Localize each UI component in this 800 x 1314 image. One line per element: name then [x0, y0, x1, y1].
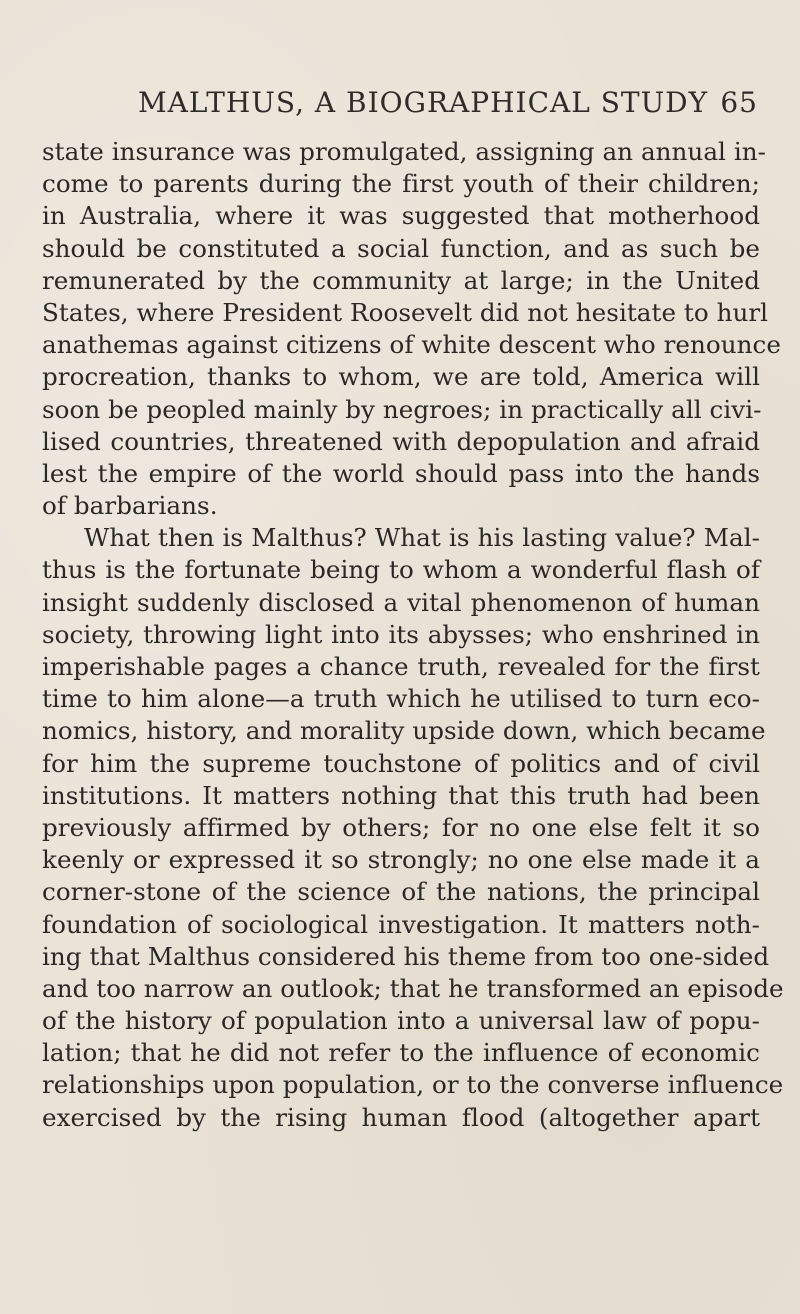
- paragraph-end-line: of barbarians.: [42, 491, 218, 521]
- text-line: corner-stone of the science of the nations, the principal: [42, 877, 760, 907]
- text-line: lation; that he did not refer to the influence of economic: [42, 1038, 760, 1068]
- text-line: come to parents during the first youth of their children;: [42, 169, 760, 199]
- text-line: imperishable pages a chance truth, revealed for the first: [42, 652, 760, 681]
- text-line: anathemas against citizens of white descent who renounce: [42, 330, 781, 360]
- text-line: and too narrow an outlook; that he transformed an episode: [42, 973, 784, 1003]
- text-line: in Australia, where it was suggested that motherhood: [42, 201, 760, 231]
- text-line: relationships upon population, or to the converse influence: [42, 1070, 784, 1100]
- text-line: should be constituted a social function, and as such be: [42, 233, 760, 263]
- text-line: remunerated by the community at large; in the United: [42, 265, 760, 295]
- running-head: [138, 86, 758, 126]
- text-line: institutions. It matters nothing that this truth had been: [42, 780, 760, 810]
- running-title: MALTHUS, A BIOGRAPHICAL STUDY: [138, 86, 709, 119]
- text-line: lest the empire of the world should pass into the hands: [42, 458, 760, 488]
- text-line: ing that Malthus considered his theme from too one-sided: [42, 941, 770, 971]
- paragraph-start-line: What then is Malthus? What is his lasting value? Mal-: [84, 523, 760, 553]
- text-line: thus is the fortunate being to whom a wonderful flash of: [42, 555, 760, 585]
- text-line: society, throwing light into its abysses; who enshrined in: [42, 619, 760, 649]
- body-text: [42, 136, 784, 1134]
- text-line: States, where President Roosevelt did not hesitate to hurl: [42, 297, 769, 327]
- text-line: insight suddenly disclosed a vital phenomenon of human: [42, 587, 760, 617]
- text-line: nomics, history, and morality upside down, which became: [42, 716, 766, 746]
- text-line: of the history of population into a universal law of popu-: [42, 1006, 760, 1036]
- text-line: state insurance was promulgated, assigning an annual in-: [42, 137, 766, 166]
- text-line: soon be peopled mainly by negroes; in practically all civi-: [42, 394, 762, 424]
- text-line: foundation of sociological investigation. It matters noth-: [42, 909, 760, 939]
- text-line: for him the supreme touchstone of politics and of civil: [42, 748, 760, 778]
- text-line: lised countries, threatened with depopulation and afraid: [42, 426, 760, 456]
- text-line: previously affirmed by others; for no one else felt it so: [42, 812, 760, 842]
- text-line: time to him alone—a truth which he utilised to turn eco-: [42, 684, 760, 714]
- page-number: 65: [720, 86, 758, 119]
- text-line: keenly or expressed it so strongly; no one else made it a: [42, 845, 760, 875]
- text-line: exercised by the rising human flood (altogether apart: [42, 1102, 760, 1132]
- text-line: procreation, thanks to whom, we are told, America will: [42, 362, 760, 392]
